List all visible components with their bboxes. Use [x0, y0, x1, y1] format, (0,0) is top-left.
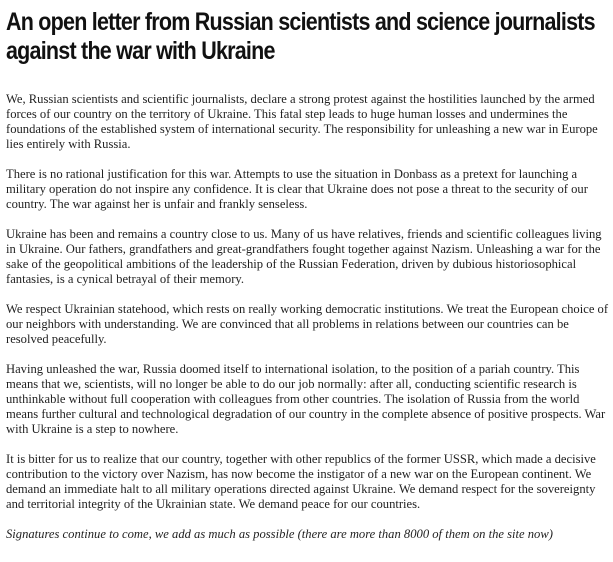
- paragraph-demands: It is bitter for us to realize that our country, together with other republics of the former USSR, which made a decisive contribution to the victory over Nazism, has now become the instigator of a new war on the European continent. We demand an immediate halt to all military operations directed against Ukraine. We demand respect for the sovereignty and territorial integrity of the Ukrainian state. We demand peace for our countries.: [6, 452, 596, 511]
- paragraph-isolation: Having unleashed the war, Russia doomed itself to international isolation, to the position of a pariah country. This means that we, scientists, will no longer be able to do our job normally: after all, conducting scientific research is unthinkable without full cooperation with colleagues from other countries. The isolation of Russia from the world means further cultural and technological degradation of our country in the complete absence of positive prospects. War with Ukraine is a step to nowhere.: [6, 362, 606, 436]
- signatures-note: Signatures continue to come, we add as much as possible (there are more than 8000 of them on the site now): [6, 527, 553, 541]
- letter-body: [6, 92, 609, 542]
- article-title: An open letter from Russian scientists and science journalists against the war with Ukraine: [6, 8, 595, 65]
- paragraph-statehood: We respect Ukrainian statehood, which rests on really working democratic institutions. We treat the European choice of our neighbors with understanding. We are convinced that all problems in relations between our countries can be resolved peacefully.: [6, 302, 609, 346]
- paragraph-protest: We, Russian scientists and scientific journalists, declare a strong protest against the hostilities launched by the armed forces of our country on the territory of Ukraine. This fatal step leads to huge human losses and undermines the foundations of the established system of international security. The responsibility for unleashing a new war in Europe lies entirely with Russia.: [6, 92, 598, 151]
- paragraph-no-justification: There is no rational justification for this war. Attempts to use the situation in Donbass as a pretext for launching a military operation do not inspire any confidence. It is clear that Ukraine does not pose a threat to the security of our country. The war against her is unfair and frankly senseless.: [6, 167, 588, 211]
- paragraph-close-country: Ukraine has been and remains a country close to us. Many of us have relatives, friends and scientific colleagues living in Ukraine. Our fathers, grandfathers and great-grandfathers fought together against Nazism. Unleashing a war for the sake of the geopolitical ambitions of the leadership of the Russian Federation, driven by dubious historiosophical fantasies, is a cynical betrayal of their memory.: [6, 227, 602, 286]
